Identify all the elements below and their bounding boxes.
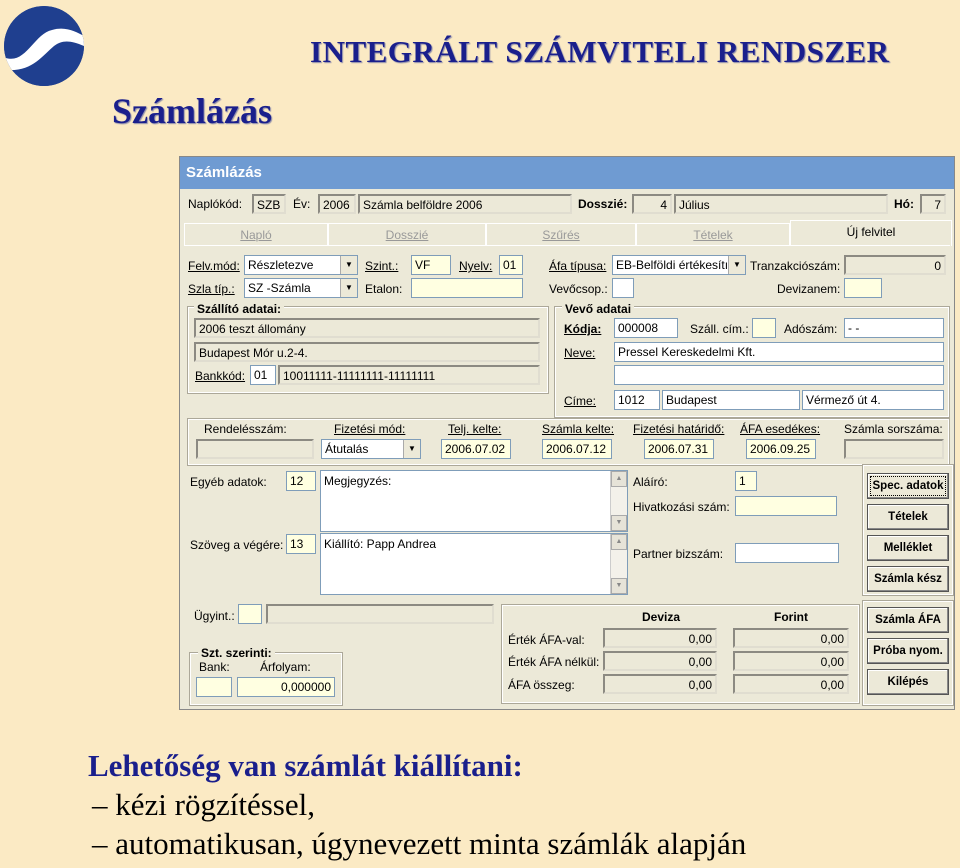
adoszam-field[interactable]: - - [844, 318, 944, 338]
tab-divider [184, 245, 950, 246]
dosszie-field[interactable]: 4 [632, 194, 672, 214]
felvmod-select[interactable] [244, 255, 358, 275]
forint-header: Forint [774, 610, 808, 624]
rendelesszam-label: Rendelésszám: [204, 422, 287, 436]
alairo-label: Aláíró: [633, 475, 668, 489]
scroll-up-icon[interactable]: ▲ [611, 534, 627, 550]
fizhat-field[interactable]: 2006.07.31 [644, 439, 714, 459]
teljkelte-field[interactable]: 2006.07.02 [441, 439, 511, 459]
szoveg-vegere-label: Szöveg a végére: [190, 538, 284, 552]
scroll-down-icon[interactable]: ▼ [611, 515, 627, 531]
arfolyam-field[interactable]: 0,000000 [237, 677, 335, 697]
tranzakcio-field: 0 [844, 255, 946, 275]
devizanem-field[interactable] [844, 278, 882, 298]
vevo-cime-label: Címe: [564, 394, 597, 408]
bank-account-field: 10011111-11111111-11111111 [278, 365, 540, 385]
chevron-down-icon[interactable]: ▼ [728, 256, 745, 274]
szla-tip-select[interactable] [244, 278, 358, 298]
dosszie-label: Dosszié: [578, 197, 628, 211]
supplier-address: Budapest Mór u.2-4. [194, 342, 540, 362]
rendelesszam-field[interactable] [196, 439, 314, 459]
buyer-title: Vevő adatai [562, 302, 634, 316]
tab-dosszie[interactable]: Dosszié [328, 223, 486, 246]
dosszie-name-field: Július [674, 194, 888, 214]
melleklet-button[interactable]: Melléklet [867, 535, 949, 561]
teljkelte-label: Telj. kelte: [448, 422, 502, 436]
egyeb-adatok-label: Egyéb adatok: [190, 475, 267, 489]
egyeb-adatok-code[interactable]: 12 [286, 471, 316, 491]
sorszam-field [844, 439, 944, 459]
ev-label: Év: [293, 197, 311, 211]
company-logo [4, 6, 84, 86]
nyelv-field[interactable]: 01 [499, 255, 523, 275]
etalon-field[interactable] [411, 278, 523, 298]
afa-tipus-label: Áfa típusa: [549, 259, 607, 273]
irsz-field[interactable]: 1012 [614, 390, 660, 410]
deviza-header: Deviza [642, 610, 681, 624]
ugyint-label: Ügyint.: [194, 609, 235, 623]
tab-tetelek[interactable]: Tételek [636, 223, 790, 246]
ho-label: Hó: [894, 197, 914, 211]
megjegyzes-text: Megjegyzés: [324, 474, 392, 488]
vevo-nev-label: Neve: [564, 346, 596, 360]
partner-field[interactable] [735, 543, 839, 563]
szall-cim-field[interactable] [752, 318, 776, 338]
tab-szures[interactable]: Szűrés [486, 223, 636, 246]
szt-title: Szt. szerinti: [198, 646, 275, 660]
app-window [179, 156, 955, 710]
scroll-up-icon[interactable]: ▲ [611, 471, 627, 487]
szamla-afa-button[interactable]: Számla ÁFA [867, 607, 949, 633]
devizanem-label: Devizanem: [777, 282, 841, 296]
felvmod-label: Felv.mód: [188, 259, 240, 273]
vevo-kod-field[interactable]: 000008 [614, 318, 678, 338]
szint-field[interactable]: VF [411, 255, 451, 275]
logo-swoosh-icon [4, 6, 84, 86]
megjegyzes-textarea[interactable] [320, 470, 628, 532]
naplokod-label: Naplókód: [188, 197, 243, 211]
tetelek-button[interactable]: Tételek [867, 504, 949, 530]
szint-label: Szint.: [365, 259, 399, 273]
window-title: Számlázás [180, 157, 954, 189]
caption-heading: Lehetőség van számlát kiállítani: [88, 748, 523, 783]
vevo-nev2-field[interactable] [614, 365, 944, 385]
ugyint-name [266, 604, 494, 624]
scroll-down-icon[interactable]: ▼ [611, 578, 627, 594]
tab-naplo[interactable]: Napló [184, 223, 328, 246]
etalon-label: Etalon: [365, 282, 403, 296]
vevo-kod-label: Kódja: [564, 322, 602, 336]
alairo-field[interactable]: 1 [735, 471, 757, 491]
szamlakelte-field[interactable]: 2006.07.12 [542, 439, 612, 459]
szoveg-vegere-code[interactable]: 13 [286, 534, 316, 554]
ev-desc-field: Számla belföldre 2006 [358, 194, 572, 214]
totals-row-label: ÁFA összeg: [508, 678, 575, 692]
hivatkozasi-field[interactable] [735, 496, 837, 516]
sorszam-label: Számla sorszáma: [844, 422, 943, 436]
ugyint-code[interactable] [238, 604, 262, 624]
fizmod-value: Átutalás [325, 442, 369, 456]
supplier-name: 2006 teszt állomány [194, 318, 540, 338]
caption-item-manual: – kézi rögzítéssel, [92, 787, 315, 822]
szt-bank-field[interactable] [196, 677, 232, 697]
afaesed-label: ÁFA esedékes: [740, 422, 821, 436]
totals-row-label: Érték ÁFA-val: [508, 633, 585, 647]
kiallito-scrollbar[interactable] [610, 534, 627, 594]
fizhat-label: Fizetési határidő: [633, 422, 725, 436]
vevocsop-label: Vevőcsop.: [549, 282, 608, 296]
ev-field[interactable]: 2006 [318, 194, 356, 214]
szla-tip-label: Szla típ.: [188, 282, 235, 296]
chevron-down-icon[interactable]: ▼ [340, 279, 357, 297]
supplier-title: Szállító adatai: [194, 302, 284, 316]
totals-deviza-value: 0,00 [603, 674, 717, 694]
afa-tipus-value: EB-Belföldi értékesítı [616, 258, 729, 272]
felvmod-value: Részletezve [248, 258, 314, 272]
szla-tip-value: SZ -Számla [248, 281, 311, 295]
chevron-down-icon[interactable]: ▼ [340, 256, 357, 274]
naplokod-field[interactable]: SZB [252, 194, 286, 214]
kilepes-button[interactable]: Kilépés [867, 669, 949, 695]
szt-bank-label: Bank: [199, 660, 230, 674]
fizmod-label: Fizetési mód: [334, 422, 406, 436]
fizmod-select[interactable] [321, 439, 421, 459]
page-subtitle: Számlázás [112, 91, 272, 131]
kiallito-text: Kiállító: Papp Andrea [324, 537, 437, 551]
totals-deviza-value: 0,00 [603, 651, 717, 671]
arfolyam-label: Árfolyam: [260, 660, 311, 674]
tab-uj-felvitel[interactable]: Új felvitel [790, 220, 952, 246]
totals-forint-value: 0,00 [733, 628, 849, 648]
caption-item-auto: – automatikusan, úgynevezett minta számlák alapján [92, 826, 747, 861]
bankkod-label: Bankkód: [195, 369, 246, 383]
proba-nyom-button[interactable]: Próba nyom. [867, 638, 949, 664]
spec-adatok-button[interactable]: Spec. adatok [867, 473, 949, 499]
tranzakcio-label: Tranzakciószám: [750, 259, 841, 273]
vevo-nev-field[interactable]: Pressel Kereskedelmi Kft. [614, 342, 944, 362]
totals-row-label: Érték ÁFA nélkül: [508, 655, 600, 669]
hivatkozasi-label: Hivatkozási szám: [633, 500, 730, 514]
totals-forint-value: 0,00 [733, 651, 849, 671]
kiallito-textarea[interactable] [320, 533, 628, 595]
utca-field[interactable]: Vérmező út 4. [802, 390, 944, 410]
totals-forint-value: 0,00 [733, 674, 849, 694]
szamlakelte-label: Számla kelte: [542, 422, 615, 436]
ho-field[interactable]: 7 [920, 194, 946, 214]
vevocsop-field[interactable] [612, 278, 634, 298]
adoszam-label: Adószám: [784, 322, 838, 336]
page-title: INTEGRÁLT SZÁMVITELI RENDSZER [310, 34, 890, 69]
chevron-down-icon[interactable]: ▼ [403, 440, 420, 458]
totals-deviza-value: 0,00 [603, 628, 717, 648]
szall-cim-label: Száll. cím.: [690, 322, 749, 336]
afaesed-field[interactable]: 2006.09.25 [746, 439, 816, 459]
nyelv-label: Nyelv: [459, 259, 493, 273]
varos-field[interactable]: Budapest [662, 390, 800, 410]
szamla-kesz-button[interactable]: Számla kész [867, 566, 949, 592]
megjegyzes-scrollbar[interactable] [610, 471, 627, 531]
bankkod-field[interactable]: 01 [250, 365, 276, 385]
afa-tipus-select[interactable] [612, 255, 746, 275]
partner-label: Partner bizszám: [633, 547, 724, 561]
